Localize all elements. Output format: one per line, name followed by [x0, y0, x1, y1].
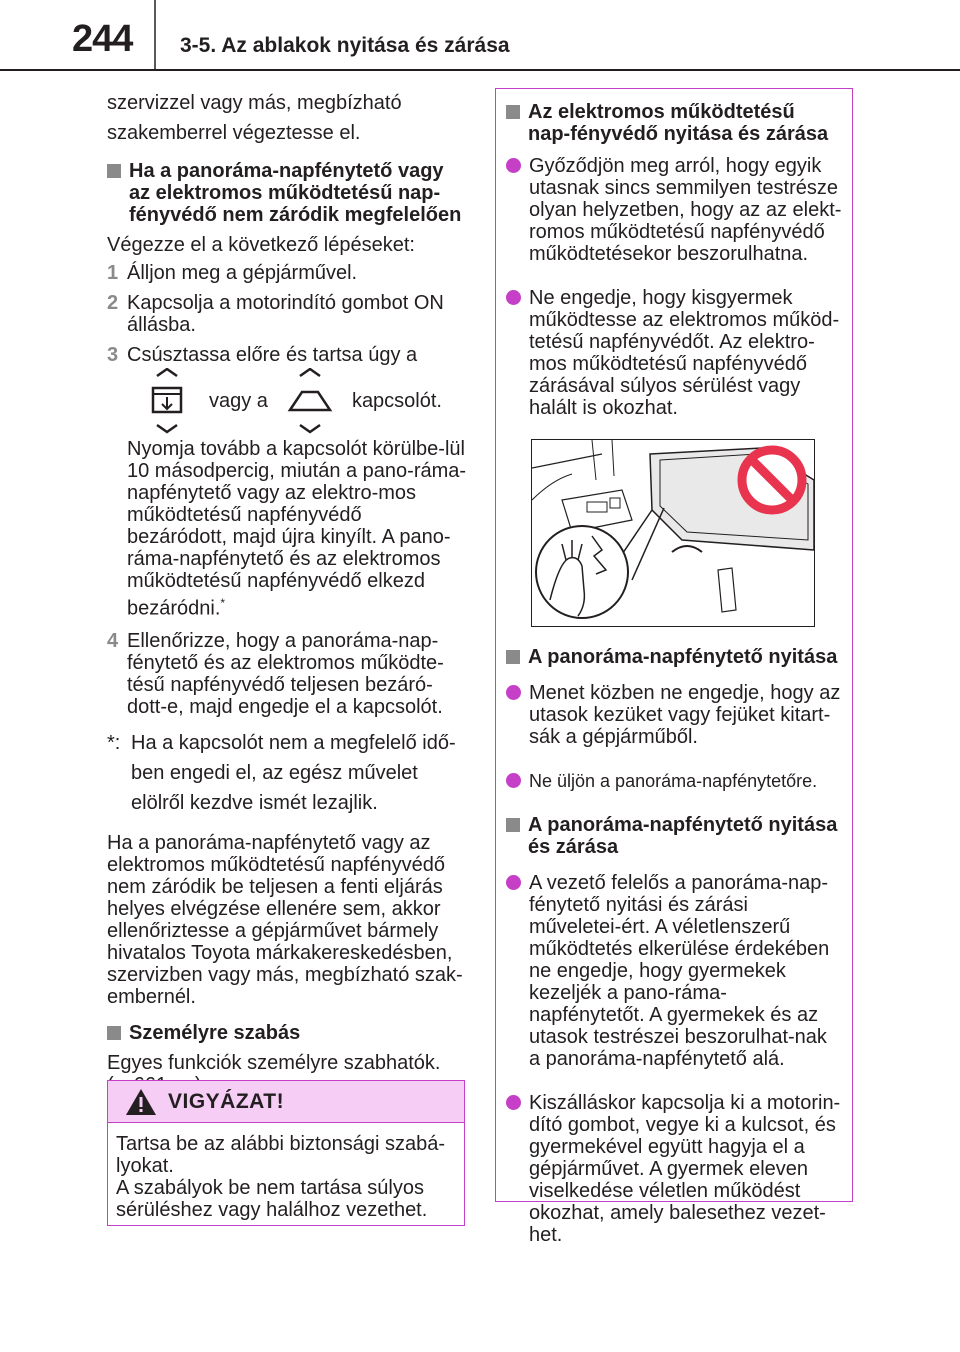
heading-shade: Az elektromos működtetésű nap-fényvédő nyitása és zárása: [506, 101, 842, 145]
sunroof-hazard-illustration: [531, 439, 815, 627]
lead-text: Végezze el a következő lépéseket:: [107, 234, 415, 256]
list-item: A vezető felelős a panoráma-nap-fénytető nyitási és zárási műveletei-ért. A véletlenszerű működtetés elkerülése érdekében ne engedje, hogy gyermekek kezeljék a pano-ráma-napfénytetőt. A gyermekek és az utasok testrészei beszorulhat-nak a panoráma-napfénytető alá.: [506, 872, 842, 1070]
round-bullet-icon: [506, 875, 521, 890]
list-item: Ne engedje, hogy kisgyermek működtesse az elektromos működ-tetésű napfényvédőt. Az elektro-mos működtetésű napfényvédő zárásával súlyos sérülést vagy halált is okozhat.: [506, 287, 842, 419]
section-title: 3-5. Az ablakok nyitása és zárása: [180, 34, 510, 57]
page-number: 244: [72, 18, 133, 60]
round-bullet-icon: [506, 685, 521, 700]
round-bullet-icon: [506, 773, 521, 788]
warning-triangle-icon: [124, 1087, 158, 1117]
step-3: 3 Csúsztassa előre és tartsa úgy a: [107, 344, 418, 366]
square-bullet-icon: [506, 818, 520, 832]
step-1: 1 Álljon meg a gépjárművel.: [107, 262, 358, 284]
warning-title: VIGYÁZAT!: [168, 1089, 285, 1113]
footnote: *: Ha a kapcsolót nem a megfelelő idő-ben engedi el, az egész művelet elölről kezdve ismét lezajlik.: [107, 731, 456, 814]
list-item: Kiszálláskor kapcsolja ki a motorin-dító gombot, vegye ki a kulcsot, és gyermekével együtt hagyja el a gépjárművet. A gyermek eleven viselkedése véletlen működést okozhat, amely balesethez vezet-het.: [506, 1092, 842, 1246]
heading-customization: Személyre szabás: [107, 1022, 467, 1044]
failure-paragraph: Ha a panoráma-napfénytető vagy az elektromos működtetésű napfényvédő nem záródik be teljesen a fenti eljárás helyes elvégzése ellenére sem, akkor ellenőriztesse a gépjárművet bármely hivatalos Toyota márkakereskedésben, szervizben vagy más, megbízható szak-embernél.: [107, 831, 463, 1008]
heading-open-close: A panoráma-napfénytető nyitása és zárása: [506, 814, 842, 858]
round-bullet-icon: [506, 158, 521, 173]
step-4: 4 Ellenőrizze, hogy a panoráma-nap-fénytető és az elektromos működte-tésű napfényvédő teljesen bezáró-dott-e, majd engedje el a kapcsolót.: [107, 629, 444, 718]
heading-opening: A panoráma-napfénytető nyitása: [506, 646, 842, 668]
square-bullet-icon: [107, 1026, 121, 1040]
round-bullet-icon: [506, 1095, 521, 1110]
square-bullet-icon: [506, 105, 520, 119]
step-2: 2 Kapcsolja a motorindító gombot ON állásba.: [107, 292, 444, 336]
list-item: Ne üljön a panoráma-napfénytetőre.: [506, 770, 842, 792]
round-bullet-icon: [506, 290, 521, 305]
list-item: Győződjön meg arról, hogy egyik utasnak sincs semmilyen testrésze olyan helyzetben, hogy az az elekt-romos működtetésű napfényvédő működtetésekor beszorulhatna.: [506, 155, 842, 265]
shade-switch-icon: [139, 368, 195, 434]
list-item: Menet közben ne engedje, hogy az utasok kezüket vagy fejüket kitart-sák a gépjárműből.: [506, 682, 842, 748]
warning-box: [107, 1080, 465, 1226]
left-column: [107, 88, 467, 1108]
warning-header: [108, 1081, 464, 1123]
square-bullet-icon: [506, 650, 520, 664]
square-bullet-icon: [107, 164, 121, 178]
intro-text: szervizzel vagy más, megbízható szakemberrel végeztesse el.: [107, 92, 402, 144]
step-3-continued: Nyomja tovább a kapcsolót körülbe-lül 10 másodpercig, miután a pano-ráma-napfénytető vagy az elektro-mos működtetésű napfényvédő bezáródott, majd újra kinyílt. A pano-ráma-napfénytető és az elektromos működtetésű napfényvédő elkezd bezáródni.*: [127, 438, 467, 620]
customization-text: Egyes funkciók személyre szabhatók.: [107, 1051, 441, 1074]
right-warning-column: [495, 88, 853, 1246]
sunroof-switch-icon: [282, 368, 338, 434]
heading-not-closing: Ha a panoráma-napfénytető vagy az elektromos működtetésű nap-fényvédő nem záródik megfelelően: [107, 160, 467, 226]
warning-body: Tartsa be az alábbi biztonsági szabá-lyokat. A szabályok be nem tartása súlyos sérüléshez vagy halálhoz vezethet.: [116, 1133, 446, 1221]
switch-row: vagy a kapcsolót.: [139, 368, 467, 434]
